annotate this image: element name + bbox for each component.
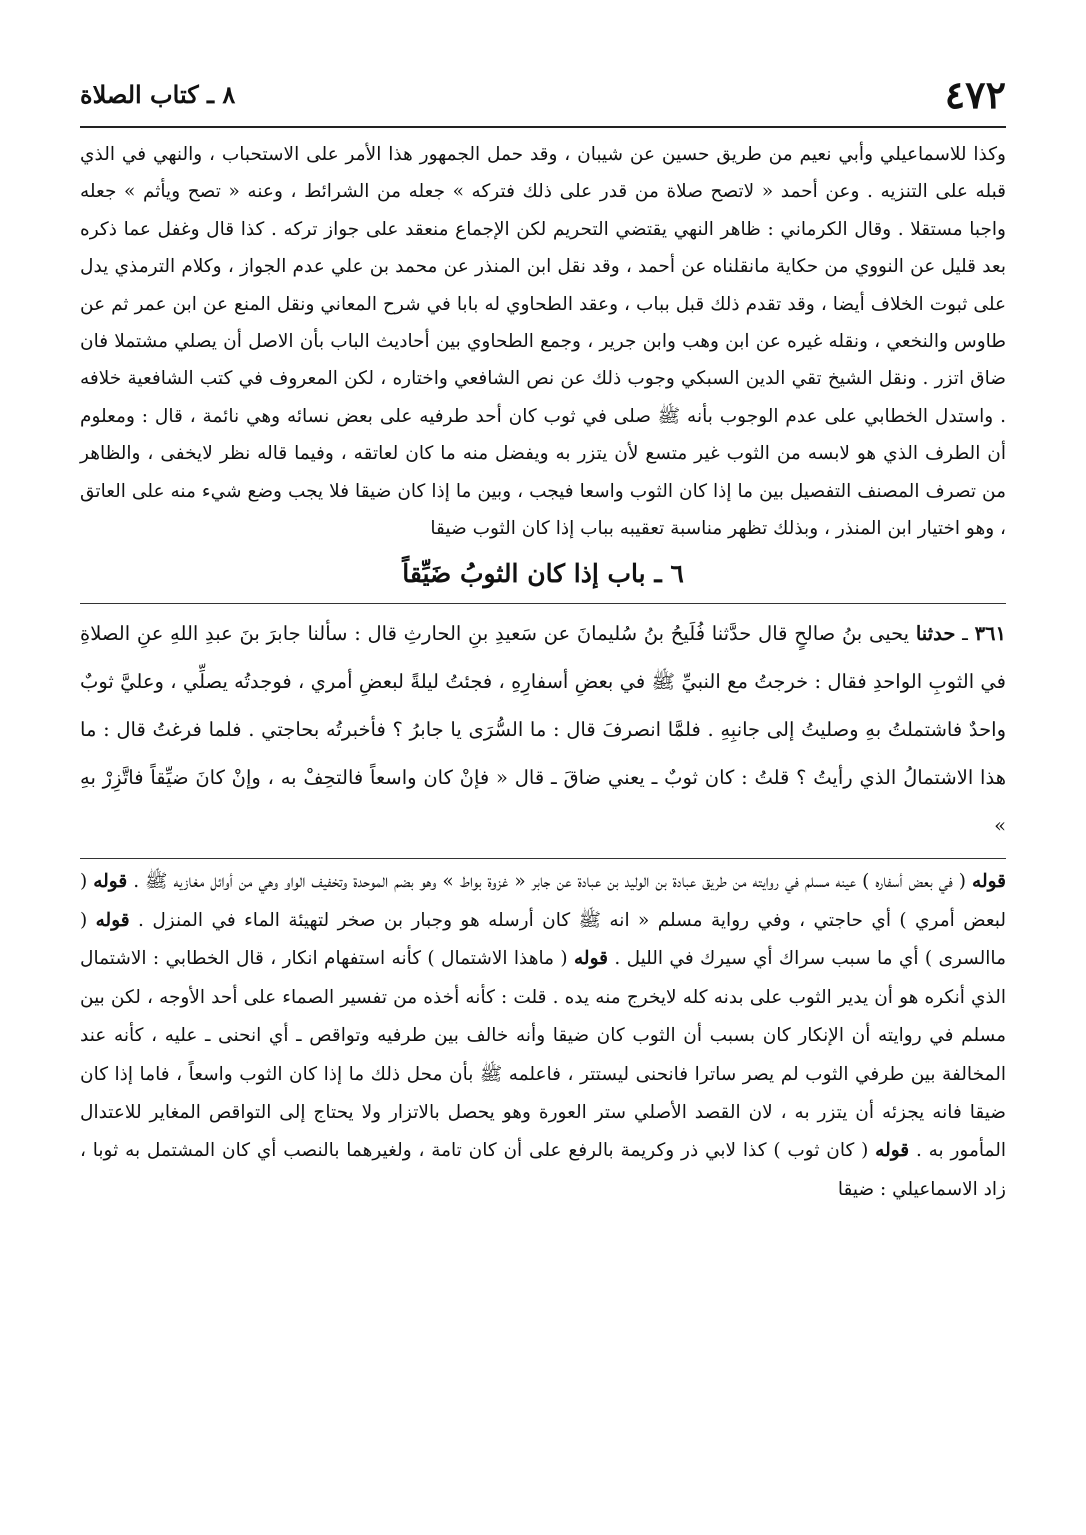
hadith-block — [80, 603, 1006, 859]
commentary-text: ( في بعض أسفاره ) عينه مسلم في روايته من طريق عبادة بن الوليد بن عبادة عن جابر « غزوة بواط » وهو بضم الموحدة وتخفيف الواو وهي من أوائل مغازيه ﷺ . — [133, 871, 967, 893]
hadith-number: ٣٦١ — [974, 622, 1006, 646]
qawluhu-marker: قوله — [93, 871, 128, 893]
qawluhu-marker: قوله — [875, 1140, 910, 1162]
page-number: ٤٧٢ — [944, 71, 1006, 117]
commentary-text: ( ماهذا الاشتمال ) كأنه استفهام انكار ، قال الخطابي : الاشتمال الذي أنكره هو أن يدير الثوب على بدنه كله لايخرج منه يده . قلت : كأنه أخذه من تفسير الصماء على أحد الأوجه ، لكن بين مسلم في روايته أن الإنكار كان بسبب أن الثوب كان ضيقا وأنه خالف بين طرفيه وتواقص ـ أي انحنى ـ عليه ، كأنه عند المخالفة بين طرفي الثوب لم يصر ساترا فانحنى ليستتر ، فاعلمه ﷺ بأن محل ذلك ما إذا كان الثوب واسعاً ، فاما إذا كان ضيقا فانه يجزئه أن يتزر به ، لان القصد الأصلي ستر العورة وهو يحصل بالاتزار ولا يحتاج إلى التواقص المغاير للاعتدال المأمور به . — [80, 948, 1007, 1162]
hadith-paragraph: ٣٦١ ـ حدثنا يحيى بنُ صالحٍ قال حدَّثنا فُلَيحُ بنُ سُليمانَ عن سَعيدِ بنِ الحارثِ قال : سألنا جابرَ بنَ عبدِ اللهِ عنِ الصلاةِ في الثوبِ الواحدِ فقال : خرجتُ مع النبيِّ ﷺ في بعضِ أسفارِهِ ، فجئتُ ليلةً لبعضِ أمري ، فوجدتُه يصلِّي ، وعليَّ ثوبٌ واحدٌ فاشتملتُ بهِ وصليتُ إلى جانبِهِ . فلمَّا انصرفَ قال : ما السُّرَى يا جابرُ ؟ فأخبرتُه بحاجتي . فلما فرغتُ قال : ما هذا الاشتمالُ الذي رأيتُ ؟ قلتُ : كان ثوبٌ ـ يعني ضاقَ ـ قال « فإنْ كان واسعاً فالتحِفْ به ، وإنْ كانَ ضيِّقاً فاتَّزِرْ بهِ » — [80, 622, 1006, 838]
running-title: ٨ ـ كتاب الصلاة — [80, 79, 236, 109]
commentary-section — [80, 863, 1006, 1209]
page-body — [80, 136, 1006, 1209]
commentary-text: ( لبعض أمري ) أي حاجتي ، وفي رواية مسلم « انه ﷺ كان أرسله هو وجبار بن صخر لتهيئة الماء في المنزل . — [80, 871, 1006, 931]
qawluhu-marker: قوله — [95, 909, 130, 931]
chapter-heading: ٦ ـ باب إذا كان الثوبُ ضَيِّقاً — [402, 559, 684, 589]
qawluhu-marker: قوله — [574, 948, 608, 970]
preamble-paragraph: وكذا للاسماعيلي وأبي نعيم من طريق حسين عن شيبان ، وقد حمل الجمهور هذا الأمر على الاستحباب ، والنهي في الذي قبله على التنزيه . وعن أحمد « لاتصح صلاة من قدر على ذلك فتركه » جعله من الشرائط ، وعنه « تصح ويأثم » جعله واجبا مستقلا . وقال الكرماني : ظاهر النهي يقتضي التحريم لكن الإجماع منعقد على جواز تركه . كذا قال وغفل عما ذكره بعد قليل عن النووي من حكاية مانقلناه عن أحمد ، وقد نقل ابن المنذر عن محمد بن علي عدم الجواز ، وكلام الترمذي يدل على ثبوت الخلاف أيضا ، وقد تقدم ذلك قبل بباب ، وعقد الطحاوي له بابا في شرح المعاني ونقل المنع عن ابن عمر ثم عن طاوس والنخعي ، ونقله غيره عن ابن وهب وابن جرير ، وجمع الطحاوي بين أحاديث الباب بأن الاصل أن يصلي مشتملا فان ضاق اتزر . ونقل الشيخ تقي الدين السبكي وجوب ذلك عن نص الشافعي واختاره ، لكن المعروف في كتب الشافعية خلافه . واستدل الخطابي على عدم الوجوب بأنه ﷺ صلى في ثوب كان أحد طرفيه على بعض نسائه وهي نائمة ، قال : ومعلوم أن الطرف الذي هو لابسه من الثوب غير متسع لأن يتزر به ويفضل منه ما كان لعاتقه ، وفيما قاله نظر لايخفى ، والظاهر من تصرف المصنف التفصيل بين ما إذا كان الثوب واسعا فيجب ، وبين ما إذا كان ضيقا فلا يجب وضع شيء منه على العاتق ، وهو اختيار ابن المنذر ، وبذلك تظهر مناسبة تعقيبه بباب إذا كان الثوب ضيقا — [80, 144, 1006, 540]
page-header — [80, 62, 1006, 128]
hadith-text: يحيى بنُ صالحٍ قال حدَّثنا فُلَيحُ بنُ سُليمانَ عن سَعيدِ بنِ الحارثِ قال : سألنا جابرَ بنَ عبدِ اللهِ عنِ الصلاةِ في الثوبِ الواحدِ فقال : خرجتُ مع النبيِّ ﷺ في بعضِ أسفارِهِ ، فجئتُ ليلةً لبعضِ أمري ، فوجدتُه يصلِّي ، وعليَّ ثوبٌ واحدٌ فاشتملتُ بهِ وصليتُ إلى جانبِهِ . فلمَّا انصرفَ قال : ما السُّرَى يا جابرُ ؟ فأخبرتُه بحاجتي . فلما فرغتُ قال : ما هذا الاشتمالُ الذي رأيتُ ؟ قلتُ : كان ثوبٌ ـ يعني ضاقَ ـ قال « فإنْ كان واسعاً فالتحِفْ به ، وإنْ كانَ ضيِّقاً فاتَّزِرْ بهِ » — [80, 622, 1006, 838]
qawluhu-marker: قوله — [972, 871, 1006, 893]
commentary-text: ( ماالسرى ) أي ما سبب سراك أي سيرك في الليل . — [80, 909, 1006, 970]
commentary-text: ( كان ثوب ) كذا لابي ذر وكريمة بالرفع على أن كان تامة ، ولغيرهما بالنصب أي كان المشتمل به ثوبا ، زاد الاسماعيلي : ضيقا — [80, 1140, 1006, 1200]
hadith-opening: حدثنا — [915, 622, 956, 646]
commentary-paragraph — [80, 863, 1006, 1209]
